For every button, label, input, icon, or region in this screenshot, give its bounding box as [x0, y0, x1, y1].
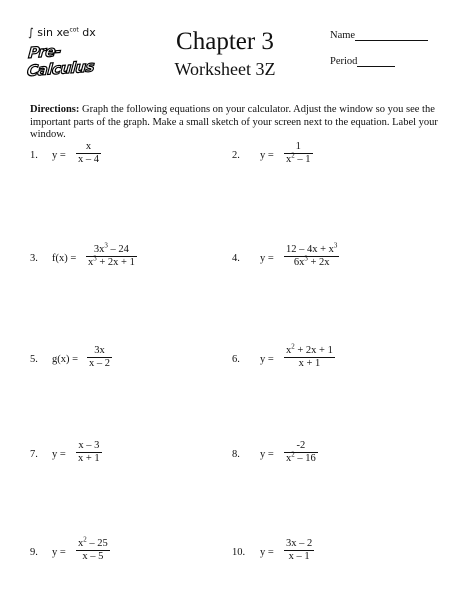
logo-tail: dx [78, 26, 96, 39]
fraction-numerator: $x^2 - 25$ [78, 535, 108, 549]
fraction-denominator: x – 4 [78, 154, 99, 165]
logo-brand: Pre-Calculus [26, 41, 95, 80]
logo-exponent: cot [69, 26, 79, 34]
worksheet-subtitle: Worksheet 3Z [174, 59, 276, 79]
equation-lhs: y = [260, 449, 274, 460]
integral-expression: ∫ $\sin xe^{cot}$ dx [28, 26, 96, 39]
fraction-denominator: x – 1 [288, 551, 310, 562]
equation-lhs: y = [52, 547, 66, 558]
problem-number: 9. [30, 547, 38, 558]
fraction-numerator: x [76, 141, 101, 154]
worksheet-title [150, 28, 300, 80]
precalculus-logo [26, 26, 114, 80]
fraction [76, 535, 110, 563]
equation-lhs: g(x) = [52, 354, 79, 365]
equation-lhs: y = [260, 253, 274, 264]
directions [30, 104, 440, 142]
fraction [284, 241, 339, 269]
fraction-denominator: $x^3 + 2x + 1$ [88, 254, 135, 268]
fraction [284, 342, 335, 370]
fraction-numerator: -2 [284, 440, 318, 453]
fraction [284, 440, 318, 465]
problem-number: 7. [30, 449, 38, 460]
equation-lhs: f(x) = [52, 253, 77, 264]
fraction-denominator: x + 1 [78, 453, 100, 464]
fraction [86, 241, 137, 269]
problem-number: 5. [30, 354, 38, 365]
fraction-denominator: $6x^3 + 2x$ [293, 254, 330, 268]
fraction-numerator: 3x [87, 345, 112, 358]
problem-number: 6. [232, 354, 240, 365]
period-line[interactable] [357, 56, 395, 67]
problem-number: 8. [232, 449, 240, 460]
name-line[interactable] [355, 30, 428, 41]
problem-number: 2. [232, 150, 240, 161]
name-field[interactable] [330, 30, 428, 56]
fraction-numerator: 1 [284, 141, 313, 154]
problem-number: 1. [30, 150, 38, 161]
fraction [76, 440, 102, 465]
fraction-numerator: $12 - 4x + x^3$ [286, 241, 338, 255]
chapter-title: Chapter 3 [176, 28, 274, 55]
equation-lhs: y = [260, 547, 274, 558]
directions-label: Directions: [30, 104, 80, 115]
logo-text: sin xe [37, 26, 70, 39]
name-label: Name [330, 30, 356, 41]
fraction-denominator: $x^2 - 1$ [286, 151, 311, 165]
fraction [87, 345, 112, 370]
period-field[interactable] [330, 56, 428, 82]
equation-lhs: y = [260, 150, 274, 161]
period-label: Period [330, 56, 358, 67]
fraction-numerator: x – 3 [76, 440, 102, 453]
problem-number: 3. [30, 253, 38, 264]
problem-number: 10. [232, 547, 246, 558]
fraction-denominator: x + 1 [298, 358, 321, 369]
equation-lhs: y = [52, 150, 66, 161]
fraction [284, 538, 314, 563]
fraction-numerator: $3x^3 - 24$ [86, 244, 137, 257]
problem-number: 4. [232, 253, 240, 264]
equation-lhs: y = [52, 449, 66, 460]
fraction-denominator: $x^2 - 16$ [286, 450, 316, 464]
fraction-denominator: x – 5 [82, 551, 104, 562]
fraction [76, 141, 101, 166]
fraction [284, 141, 313, 166]
directions-text: Graph the following equations on your calculator. Adjust the window so you see the important parts of the graph. Make a small sketch of your screen next to the equation. Label your window. [30, 104, 438, 140]
equation-lhs: y = [260, 354, 274, 365]
fraction-numerator: $x^2 + 2x + 1$ [286, 342, 333, 356]
student-fields [330, 30, 428, 82]
fraction-numerator: 3x – 2 [286, 538, 313, 549]
fraction-denominator: x – 2 [89, 358, 110, 369]
